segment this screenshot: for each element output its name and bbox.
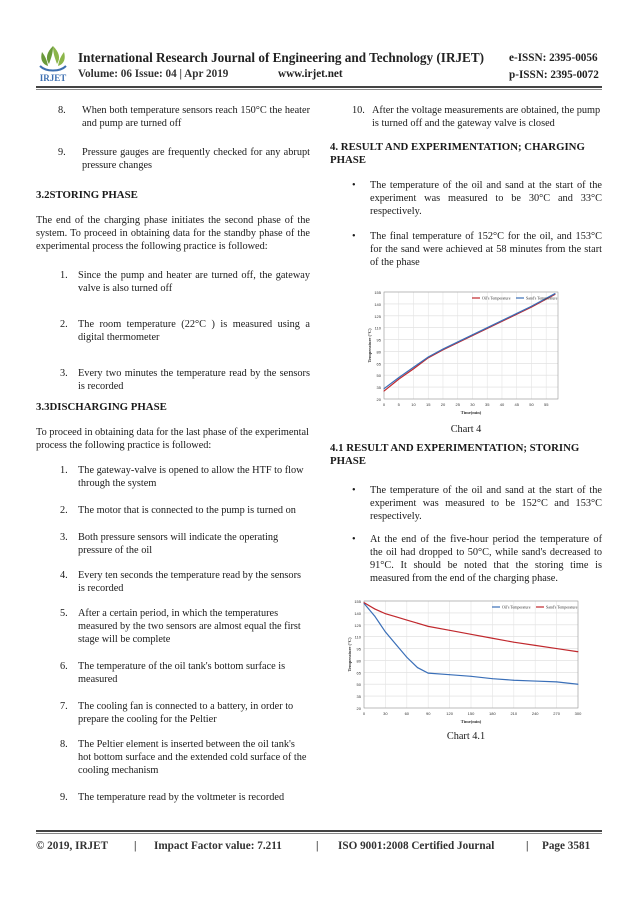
list-item [36, 269, 310, 295]
list-number: 8. [60, 739, 68, 750]
bullet-item [330, 179, 602, 218]
footer-separator: | [526, 840, 529, 852]
data-point [531, 306, 532, 307]
y-tick-label: 65 [376, 361, 381, 367]
data-point [449, 630, 450, 631]
list-text: After the voltage measurements are obtained, the pump is turned off and the gateway valve is closed [372, 105, 601, 129]
x-tick-label: 25 [455, 402, 460, 407]
data-point [385, 613, 386, 614]
left-column [36, 104, 310, 804]
data-point [374, 608, 375, 609]
list-text: The temperature read by the voltmeter is recorded [78, 792, 285, 803]
data-point [374, 616, 375, 617]
data-point [398, 377, 399, 378]
irjet-logo-icon [36, 44, 70, 84]
data-point [413, 368, 414, 369]
data-point [513, 642, 514, 643]
list-text: Every two minutes the temperature read by the sensors is recorded [78, 368, 310, 392]
data-point [364, 602, 365, 603]
data-point [501, 320, 502, 321]
list-text: Both pressure sensors will indicate the operating pressure of the oil [78, 532, 279, 556]
bullet-text: The temperature of the oil and sand at the start of the experiment was measured to be 30°C and 33°C respectively. [370, 180, 602, 217]
list-number: 9. [60, 792, 68, 803]
list-number: 5. [60, 608, 68, 619]
bullet-item [330, 230, 602, 269]
data-point [406, 620, 407, 621]
x-tick-label: 120 [446, 711, 453, 716]
bullet-item [330, 533, 602, 585]
list-text: The cooling fan is connected to a battery, in order to prepare the cooling for the Peltier [78, 701, 294, 725]
list-item [36, 607, 310, 646]
x-tick-label: 300 [574, 711, 582, 716]
list-number: 3. [60, 532, 68, 543]
header-rule [36, 86, 602, 88]
data-point [535, 681, 536, 682]
list-number: 2. [60, 505, 68, 516]
y-tick-label: 80 [376, 349, 381, 355]
data-point [535, 645, 536, 646]
y-axis-label: Temperature (°C) [347, 637, 352, 672]
footer-rule-thin [36, 833, 602, 834]
chart-caption: Chart 4.1 [446, 731, 486, 742]
list-number: 2. [60, 319, 68, 330]
data-point [396, 616, 397, 617]
eissn: e-ISSN: 2395-0056 [509, 52, 598, 64]
list-item [36, 660, 310, 686]
logo-text: IRJET [39, 73, 67, 83]
bullet-text: The final temperature of 152°C for the oil, and 153°C for the sand were achieved at 58 minutes from the start of the phase [370, 231, 602, 268]
data-point [578, 651, 579, 652]
list-item [36, 791, 310, 804]
y-tick-label: 95 [356, 646, 361, 652]
data-point [384, 391, 385, 392]
section-heading: 3.2STORING PHASE [36, 189, 138, 201]
list-item [36, 367, 310, 393]
x-tick-label: 45 [514, 402, 519, 407]
chart-storing-temperature [346, 593, 586, 728]
legend-label: Sand's Temperature [526, 295, 558, 301]
data-point [406, 657, 407, 658]
data-point [449, 674, 450, 675]
chart-charging-temperature [366, 284, 566, 419]
data-point [442, 349, 443, 350]
section-heading: 3.3DISCHARGING PHASE [36, 401, 167, 413]
list-number: 7. [60, 701, 68, 712]
data-point [516, 313, 517, 314]
data-point [472, 334, 473, 335]
x-tick-label: 60 [404, 711, 410, 716]
x-tick-label: 30 [383, 711, 388, 716]
list-item [36, 569, 310, 595]
list-number: 3. [60, 368, 68, 379]
y-tick-label: 110 [354, 634, 361, 640]
y-axis-label: Temperature (°C) [367, 328, 372, 363]
section-heading: 4.1 RESULT AND EXPERIMENTATION; STORING PHASE [330, 442, 580, 467]
data-point [428, 673, 429, 674]
list-text: The gateway-valve is opened to allow the HTF to flow through the system [78, 465, 304, 489]
bullet-icon: • [352, 180, 356, 191]
y-tick-label: 155 [374, 290, 381, 295]
list-text: The motor that is connected to the pump is turned on [78, 505, 296, 516]
y-tick-label: 140 [374, 301, 381, 307]
list-item [36, 700, 310, 726]
x-tick-label: 20 [440, 402, 446, 407]
bullet-icon: • [352, 485, 356, 496]
y-tick-label: 125 [354, 622, 361, 628]
list-number: 1. [60, 270, 68, 281]
x-tick-label: 0 [362, 711, 366, 716]
y-tick-label: 125 [374, 313, 381, 319]
y-tick-label: 80 [356, 658, 361, 664]
data-point [417, 667, 418, 668]
y-tick-label: 20 [356, 706, 361, 711]
x-tick-label: 10 [411, 402, 416, 407]
list-item [36, 104, 310, 130]
y-tick-label: 140 [354, 610, 361, 616]
x-tick-label: 35 [484, 402, 490, 407]
volume-issue: Volume: 06 Issue: 04 | Apr 2019 [78, 68, 229, 80]
list-number: 6. [60, 661, 68, 672]
data-point [487, 327, 488, 328]
list-number: 10. [352, 105, 365, 116]
data-point [428, 626, 429, 627]
journal-title: International Research Journal of Engineering and Technology (IRJET) [78, 50, 485, 65]
y-tick-label: 50 [356, 682, 361, 688]
bullet-text: The temperature of the oil and sand at the start of the experiment was measured to be 152°C and 153°C respectively. [370, 485, 602, 522]
x-tick-label: 90 [425, 711, 431, 716]
right-column [330, 104, 602, 743]
data-point [555, 293, 556, 294]
header-rule-thin [36, 89, 602, 90]
x-tick-label: 270 [553, 711, 560, 716]
y-tick-label: 110 [374, 325, 381, 331]
x-tick-label: 0 [382, 402, 386, 407]
list-item [36, 318, 310, 344]
data-point [513, 680, 514, 681]
footer-iso: ISO 9001:2008 Certified Journal [338, 840, 495, 852]
y-tick-label: 35 [376, 385, 381, 391]
x-axis-label: Time(min) [460, 410, 482, 415]
bullet-icon: • [352, 534, 356, 545]
chart-caption: Chart 4 [450, 424, 482, 435]
y-tick-label: 50 [376, 373, 381, 379]
data-point [457, 341, 458, 342]
data-point [471, 634, 472, 635]
x-tick-label: 30 [470, 402, 475, 407]
data-point [492, 678, 493, 679]
list-text: The temperature of the oil tank's bottom surface is measured [78, 661, 286, 685]
data-point [398, 379, 399, 380]
footer-copyright: © 2019, IRJET [36, 840, 109, 852]
list-text: The room temperature (22°C ) is measured using a digital thermometer [78, 319, 310, 343]
page-header [0, 0, 638, 90]
list-text: The Peltier element is inserted between the oil tank's hot bottom surface and the extended cold surface of the cooling mechanism [78, 739, 307, 776]
list-number: 4. [60, 570, 68, 581]
list-item [330, 104, 602, 130]
list-text: After a certain period, in which the temperatures measured by the two sensors are almost equal the first stage will be complete [78, 608, 301, 645]
list-item [36, 146, 310, 172]
list-number: 8. [58, 105, 66, 116]
x-tick-label: 240 [531, 711, 539, 716]
section-heading: 4. RESULT AND EXPERIMENTATION; CHARGING PHASE [330, 141, 585, 166]
journal-website-link[interactable]: www.irjet.net [278, 68, 343, 80]
pissn: p-ISSN: 2395-0072 [509, 69, 599, 81]
y-tick-label: 65 [356, 670, 361, 676]
data-point [492, 638, 493, 639]
legend-label: Oil's Temperature [482, 295, 511, 301]
list-item [36, 738, 310, 777]
x-tick-label: 50 [529, 402, 534, 407]
paragraph: To proceed in obtaining data for the last phase of the experimental process the following practice is followed: [36, 427, 309, 451]
list-text: Since the pump and heater are turned off, the gateway valve is also turned off [78, 270, 310, 294]
y-tick-label: 95 [376, 337, 381, 343]
paragraph: The end of the charging phase initiates the second phase of the system. To proceed in obtaining data for the standby phase of the experimental process the following practice is followed: [36, 215, 310, 252]
list-text: Pressure gauges are frequently checked for any abrupt pressure changes [82, 147, 310, 171]
legend-label: Sand's Temperature [546, 604, 578, 610]
list-number: 1. [60, 465, 68, 476]
data-point [417, 623, 418, 624]
discharging-list [36, 464, 310, 804]
footer-impact-factor: Impact Factor value: 7.211 [154, 840, 282, 852]
data-point [384, 388, 385, 389]
x-tick-label: 180 [489, 711, 496, 716]
bullet-icon: • [352, 231, 356, 242]
list-text: Every ten seconds the temperature read by the sensors is recorded [78, 570, 302, 594]
list-item [36, 464, 310, 490]
list-item [36, 531, 310, 557]
x-tick-label: 5 [397, 402, 400, 407]
legend-label: Oil's Temperature [502, 604, 531, 610]
footer-page-number: Page 3581 [542, 840, 591, 852]
bullet-item [330, 484, 602, 523]
data-point [385, 631, 386, 632]
footer-rule [36, 830, 602, 832]
data-point [428, 356, 429, 357]
data-point [556, 648, 557, 649]
data-point [578, 684, 579, 685]
bullet-text: At the end of the five-hour period the temperature of the oil had dropped to 50°C, while sand's decreased to 91°C. It should be noted that the storing time is measured from the end of the charging phase. [370, 534, 602, 584]
x-tick-label: 55 [543, 402, 549, 407]
footer-separator: | [134, 840, 137, 852]
footer-separator: | [316, 840, 319, 852]
list-number: 9. [58, 147, 66, 158]
data-point [471, 676, 472, 677]
x-axis-label: Time(min) [460, 719, 482, 724]
x-tick-label: 210 [510, 711, 518, 716]
y-tick-label: 155 [354, 599, 361, 604]
y-tick-label: 20 [376, 397, 381, 402]
list-item [36, 504, 310, 517]
data-point [396, 644, 397, 645]
x-tick-label: 40 [499, 402, 505, 407]
x-tick-label: 150 [467, 711, 475, 716]
data-point [413, 367, 414, 368]
x-tick-label: 15 [426, 402, 431, 407]
list-text: When both temperature sensors reach 150°C the heater and pump are turned off [82, 105, 310, 129]
data-point [556, 681, 557, 682]
y-tick-label: 35 [356, 694, 361, 700]
